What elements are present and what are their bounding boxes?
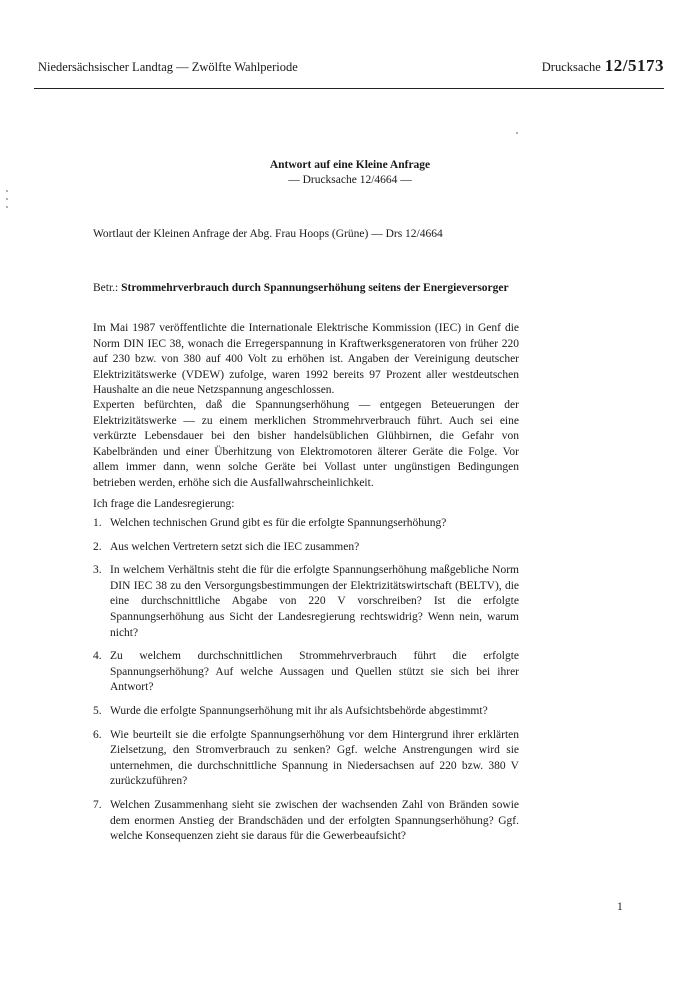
- body-paragraph: Ich frage die Landesregierung:: [93, 498, 235, 510]
- page-number: 1: [617, 901, 623, 913]
- subject-label: Betr.:: [93, 282, 119, 294]
- subject-text: Strommehrverbrauch durch Spannungserhöhung seitens der Energieversorger: [121, 282, 509, 294]
- question-item: [93, 704, 519, 720]
- question-item: [93, 798, 519, 845]
- scan-speck: [6, 198, 8, 200]
- question-text: Aus welchen Vertretern setzt sich die IEC zusammen?: [110, 540, 360, 553]
- question-text: Welchen technischen Grund gibt es für die erfolgte Spannungserhöhung?: [110, 517, 447, 529]
- question-number: 4.: [93, 650, 102, 663]
- question-number: 3.: [93, 564, 102, 577]
- question-item: [93, 649, 519, 696]
- title-line-2: — Drucksache 12/4664 —: [288, 174, 412, 186]
- inquiry-wording-line: Wortlaut der Kleinen Anfrage der Abg. Frau Hoops (Grüne) — Drs 12/4664: [93, 228, 443, 240]
- subject-line: [93, 282, 509, 294]
- question-text: In welchem Verhältnis steht die für die erfolgte Spannungserhöhung maßgebliche Norm DIN IEC 38 zu den Versorgungsbestimmungen der Elektrizitätswirtschaft (BELTV), die eine durchschnittliche Abgabe von 220 V vorschreiben? Ist die erfolgte Spannungserhöhung aus Sicht der Landesregierung rechtswidrig? Wenn nein, warum nicht?: [110, 564, 519, 639]
- question-text: Zu welchem durchschnittlichen Strommehrverbrauch führt die erfolgte Spannungserhöhung? Auf welche Aussagen und Quellen stützt sie sich bei ihrer Antwort?: [110, 650, 519, 694]
- document-title: [0, 158, 700, 188]
- question-item: [93, 540, 519, 556]
- question-item: [93, 563, 519, 641]
- question-number: 6.: [93, 728, 102, 741]
- question-number: 5.: [93, 704, 102, 717]
- question-item: [93, 728, 519, 790]
- document-number-label: Drucksache: [541, 60, 601, 74]
- scan-speck: [6, 206, 8, 208]
- scan-speck: [6, 190, 8, 192]
- question-number: 7.: [93, 798, 102, 811]
- page-header: [34, 56, 664, 82]
- title-line-1: Antwort auf eine Kleine Anfrage: [269, 159, 431, 171]
- document-number: [542, 56, 664, 76]
- question-item: [93, 516, 519, 532]
- body-paragraph: Im Mai 1987 veröffentlichte die Internationale Elektrische Kommission (IEC) in Genf die Norm DIN IEC 38, wonach die Erregerspannung in Kraftwerksgeneratoren von früher 220 auf 230 bzw. von 380 auf 400 Volt zu erhöhen ist. Angaben der Vereinigung deutscher Elektrizitätswerke (VDEW) zufolge, waren 1992 bereits 97 Prozent aller westdeutschen Haushalte an die neue Netzspannung angeschlossen.: [93, 322, 519, 397]
- body-paragraph: Experten befürchten, daß die Spannungserhöhung — entgegen Beteuerungen der Elektrizitätswerke — zu einem merklichen Strommehrverbrauch führt. Auch sei eine verkürzte Lebensdauer bei den bisher handelsüblichen Glühbirnen, die Gefahr von Kabelbränden und einer Überhitzung von Elektromotoren älterer Geräte die Folge. Vor allem immer dann, wenn solche Geräte bei Vollast unter ungünstigen Bedingungen betrieben werden, erhöhe sich die Ausfallwahrscheinlichkeit.: [93, 399, 519, 489]
- question-text: Wie beurteilt sie die erfolgte Spannungserhöhung vor dem Hintergrund ihrer erklärten Zielsetzung, den Stromverbrauch zu senken? Ggf. welche Anstrengungen wird sie unternehmen, die durchschnittliche Spannung in Niedersachsen auf 220 bzw. 380 V zurückzuführen?: [110, 728, 519, 788]
- header-divider: [34, 88, 664, 89]
- question-number: 2.: [93, 540, 102, 553]
- document-number-value: 12/5173: [604, 56, 664, 75]
- question-text: Wurde die erfolgte Spannungserhöhung mit ihr als Aufsichtsbehörde abgestimmt?: [110, 704, 488, 717]
- scan-speck: [516, 132, 518, 134]
- parliament-title: Niedersächsischer Landtag — Zwölfte Wahlperiode: [38, 60, 298, 74]
- question-list: [93, 516, 519, 853]
- question-text: Welchen Zusammenhang sieht sie zwischen der wachsenden Zahl von Bränden sowie dem enormen Anstieg der Brandschäden und der erfolgten Spannungserhöhung? Ggf. welche Konsequenzen zieht sie daraus für die Gewerbeaufsicht?: [110, 798, 519, 843]
- question-number: 1.: [93, 517, 102, 529]
